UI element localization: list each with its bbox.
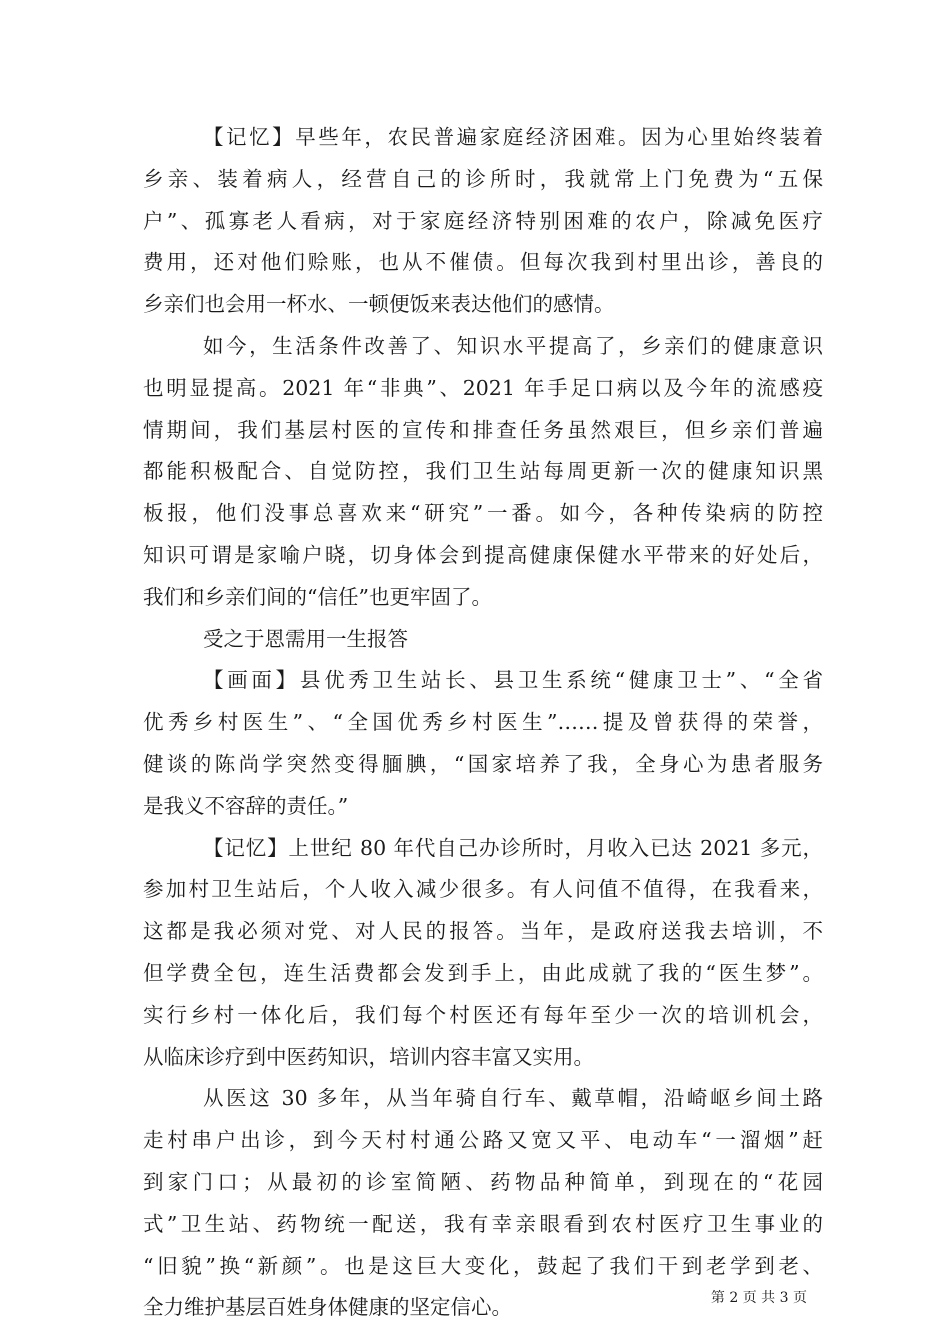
section-heading: 受之于恩需用一生报答 (203, 626, 408, 651)
text-line: 从医这 30 多年，从当年骑自行车、戴草帽，沿崎岖乡间土路 (203, 1086, 823, 1111)
text-line: 乡亲们也会用一杯水、一顿便饭来表达他们的感情。 (143, 292, 615, 317)
body-text (143, 117, 823, 1329)
text-line: 户”、孤寡老人看病，对于家庭经济特别困难的农户，除减免医疗 (143, 208, 823, 233)
text-line: 是我义不容辞的责任。” (143, 793, 349, 818)
text-line: 【记忆】上世纪 80 年代自己办诊所时，月收入已达 2021 多元， (203, 835, 823, 860)
text-line: 费用，还对他们赊账，也从不催债。但每次我到村里出诊，善良的 (143, 250, 823, 275)
text-line: 式”卫生站、药物统一配送，我有幸亲眼看到农村医疗卫生事业的 (143, 1211, 823, 1236)
text-line: 知识可谓是家喻户晓，切身体会到提高健康保健水平带来的好处后， (143, 542, 823, 567)
text-line: 也明显提高。2021 年“非典”、2021 年手足口病以及今年的流感疫 (143, 375, 823, 400)
text-line: 全力维护基层百姓身体健康的坚定信心。 (143, 1295, 512, 1320)
text-line: 乡亲、装着病人，经营自己的诊所时，我就常上门免费为“五保 (143, 166, 823, 191)
text-line: 【记忆】早些年，农民普遍家庭经济困难。因为心里始终装着 (203, 125, 823, 149)
text-line: 从临床诊疗到中医药知识，培训内容丰富又实用。 (143, 1044, 594, 1069)
text-line: 健谈的陈尚学突然变得腼腆，“国家培养了我，全身心为患者服务 (143, 751, 823, 776)
text-line: 但学费全包，连生活费都会发到手上，由此成就了我的“医生梦”。 (143, 960, 823, 985)
text-line: 走村串户出诊，到今天村村通公路又宽又平、电动车“一溜烟”赶 (143, 1128, 823, 1153)
text-line: 都能积极配合、自觉防控，我们卫生站每周更新一次的健康知识黑 (143, 459, 823, 484)
text-line: 这都是我必须对党、对人民的报答。当年，是政府送我去培训，不 (143, 919, 823, 944)
text-line: 我们和乡亲们间的“信任”也更牢固了。 (143, 584, 492, 609)
page-number: 第 2 页 共 3 页 (710, 1290, 807, 1306)
text-line: 如今，生活条件改善了、知识水平提高了，乡亲们的健康意识 (203, 333, 823, 358)
text-line: 优秀乡村医生”、“全国优秀乡村医生”……提及曾获得的荣誉， (143, 710, 823, 735)
text-line: 实行乡村一体化后，我们每个村医还有每年至少一次的培训机会， (143, 1002, 823, 1027)
text-line: “旧貌”换“新颜”。也是这巨大变化，鼓起了我们干到老学到老、 (143, 1253, 823, 1278)
text-line: 【画面】县优秀卫生站长、县卫生系统“健康卫士”、“全省 (203, 668, 823, 693)
text-line: 板报，他们没事总喜欢来“研究”一番。如今，各种传染病的防控 (143, 501, 823, 526)
text-line: 到家门口；从最初的诊室简陋、药物品种简单，到现在的“花园 (143, 1169, 823, 1194)
text-line: 参加村卫生站后，个人收入减少很多。有人问值不值得，在我看来， (143, 877, 823, 902)
text-line: 情期间，我们基层村医的宣传和排查任务虽然艰巨，但乡亲们普遍 (143, 417, 823, 442)
